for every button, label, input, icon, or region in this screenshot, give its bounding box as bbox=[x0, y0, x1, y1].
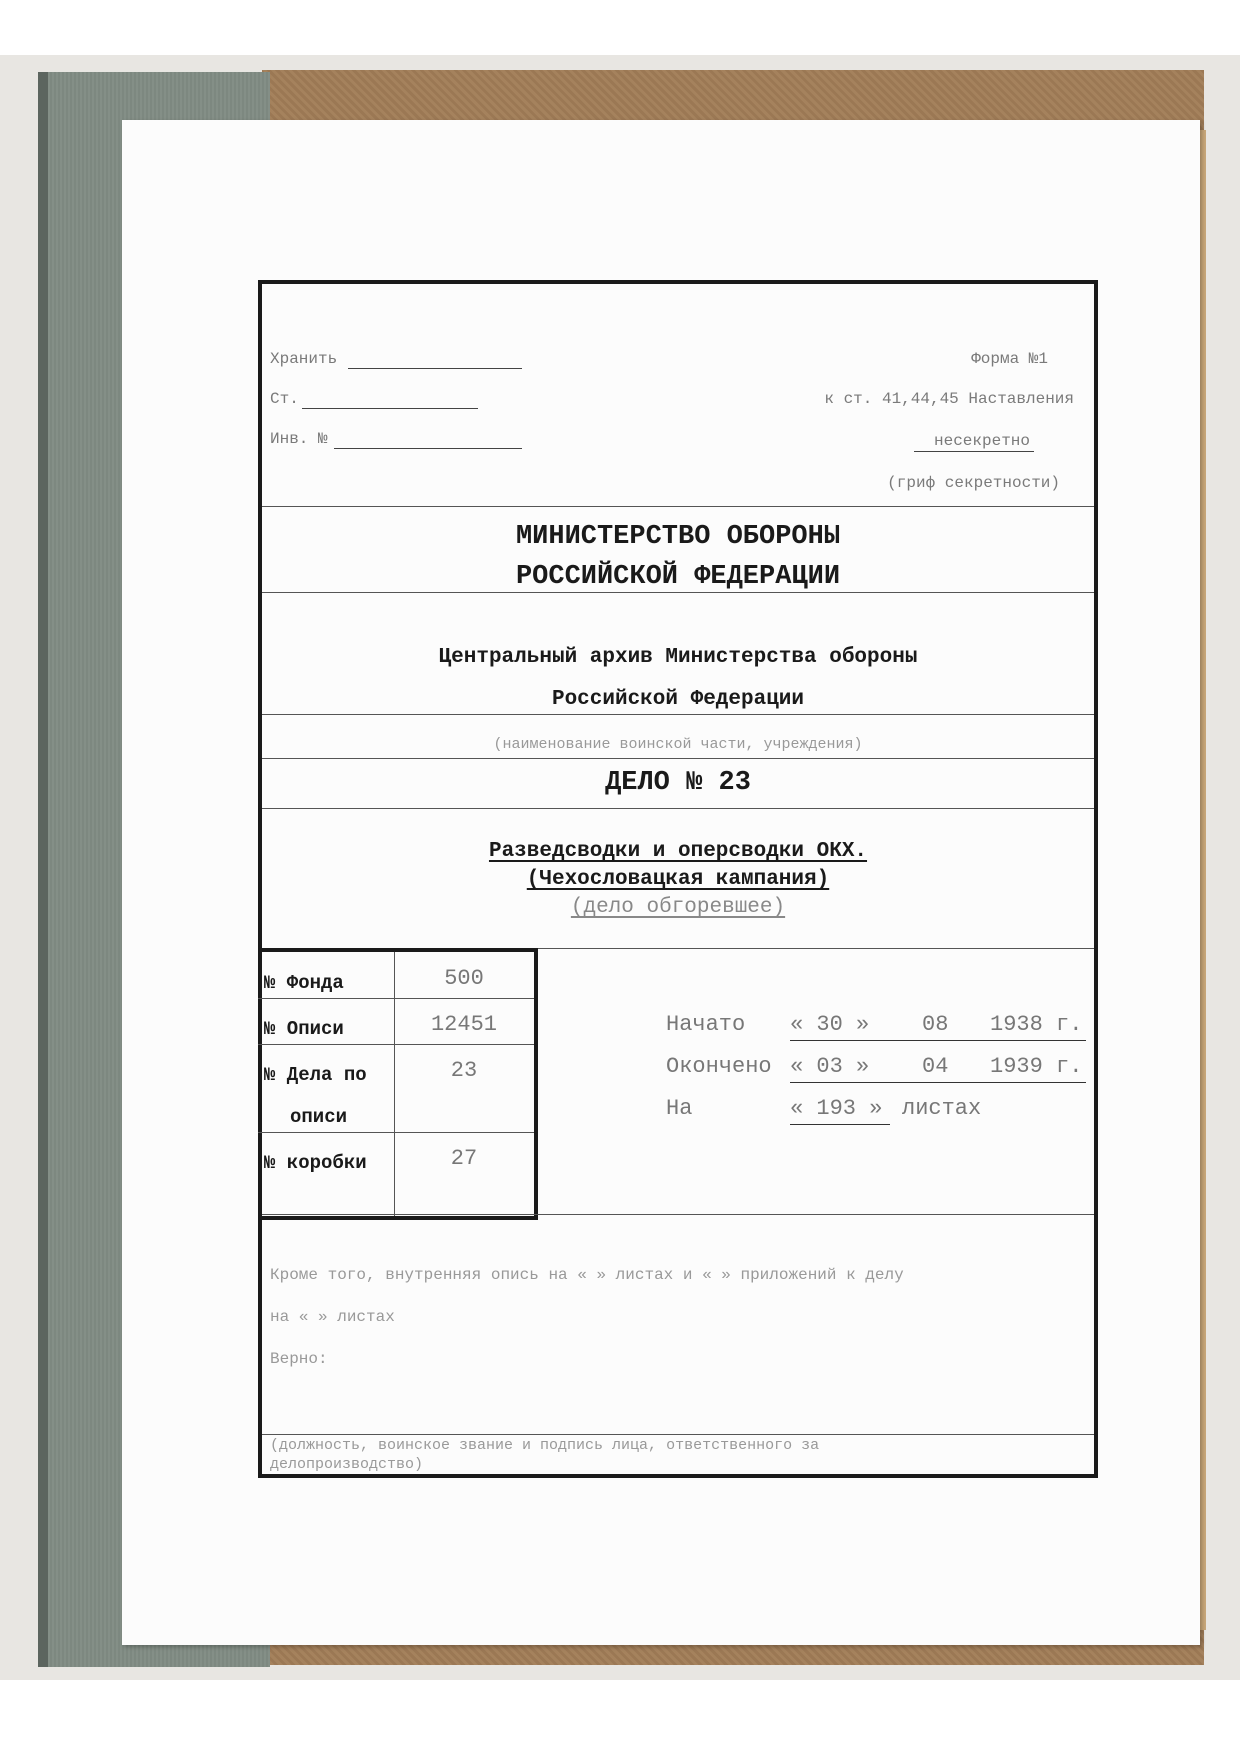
registry-row-divider bbox=[258, 1044, 534, 1045]
started-line bbox=[790, 1040, 1086, 1041]
divider bbox=[262, 714, 1094, 715]
delo-value: 23 bbox=[450, 1058, 478, 1083]
archive-name-line1: Центральный архив Министерства обороны bbox=[438, 646, 918, 669]
divider bbox=[262, 592, 1094, 593]
divider bbox=[262, 808, 1094, 809]
registry-column-divider bbox=[394, 952, 395, 1216]
ended-month: 04 bbox=[922, 1054, 949, 1079]
unit-caption: (наименование воинской части, учреждения) bbox=[493, 736, 863, 753]
inventory-note-line1: Кроме того, внутренняя опись на « » листах и « » приложений к делу bbox=[270, 1266, 904, 1284]
case-subject-line1: Разведсводки и оперсводки ОКХ. bbox=[488, 840, 868, 863]
sheets-line bbox=[790, 1124, 890, 1125]
responsible-caption-line1: (должность, воинское звание и подпись лица, ответственного за bbox=[270, 1437, 820, 1454]
st-line bbox=[302, 408, 478, 409]
divider bbox=[262, 1434, 1094, 1435]
box-value: 27 bbox=[450, 1146, 478, 1171]
archive-name-line2: Российской Федерации bbox=[551, 688, 805, 711]
divider bbox=[262, 506, 1094, 507]
st-label: Ст. bbox=[270, 390, 299, 408]
started-month: 08 bbox=[922, 1012, 949, 1037]
ended-year: 1939 г. bbox=[990, 1054, 1083, 1079]
delo-label-line2: описи bbox=[290, 1106, 348, 1128]
sheets-label: На bbox=[666, 1096, 693, 1121]
case-title-form bbox=[258, 280, 1098, 1478]
opis-label: № Описи bbox=[264, 1018, 344, 1040]
divider bbox=[262, 1214, 1094, 1215]
verno-label: Верно: bbox=[270, 1350, 328, 1368]
ministry-title-line2: РОССИЙСКОЙ ФЕДЕРАЦИИ bbox=[515, 562, 841, 592]
registry-row-divider bbox=[258, 998, 534, 999]
ended-line bbox=[790, 1082, 1086, 1083]
secrecy-stamp: несекретно bbox=[933, 432, 1030, 450]
form-number: Форма №1 bbox=[971, 350, 1048, 368]
sheets-word: листах bbox=[902, 1096, 982, 1121]
started-year: 1938 г. bbox=[990, 1012, 1083, 1037]
case-condition-note: (дело обгоревшее) bbox=[570, 896, 786, 919]
inv-line bbox=[334, 448, 522, 449]
case-subject-line2: (Чехословацкая кампания) bbox=[526, 868, 830, 891]
secrecy-caption: (гриф секретности) bbox=[887, 474, 1060, 492]
responsible-caption-line2: делопроизводство) bbox=[270, 1456, 424, 1473]
started-day: « 30 » bbox=[790, 1012, 870, 1037]
ended-day: « 03 » bbox=[790, 1054, 870, 1079]
ended-label: Окончено bbox=[666, 1054, 772, 1079]
sheets-count: « 193 » bbox=[790, 1096, 883, 1121]
started-label: Начато bbox=[666, 1012, 746, 1037]
secrecy-line bbox=[914, 451, 1034, 452]
divider bbox=[262, 758, 1094, 759]
opis-value: 12451 bbox=[430, 1012, 497, 1037]
delo-label-line1: № Дела по bbox=[264, 1064, 367, 1086]
inv-label: Инв. № bbox=[270, 430, 328, 448]
khranit-line bbox=[348, 368, 522, 369]
box-label: № коробки bbox=[264, 1152, 367, 1174]
case-title: ДЕЛО № 23 bbox=[605, 768, 751, 798]
inventory-note-line2: на « » листах bbox=[270, 1308, 395, 1326]
article-reference: к ст. 41,44,45 Наставления bbox=[824, 390, 1074, 408]
ministry-title-line1: МИНИСТЕРСТВО ОБОРОНЫ bbox=[515, 522, 841, 552]
khranit-label: Хранить bbox=[270, 350, 338, 368]
folder-spine-shadow bbox=[38, 72, 48, 1667]
fond-label: № Фонда bbox=[264, 972, 344, 994]
registry-table bbox=[258, 948, 538, 1220]
registry-row-divider bbox=[258, 1132, 534, 1133]
fond-value: 500 bbox=[444, 966, 484, 991]
